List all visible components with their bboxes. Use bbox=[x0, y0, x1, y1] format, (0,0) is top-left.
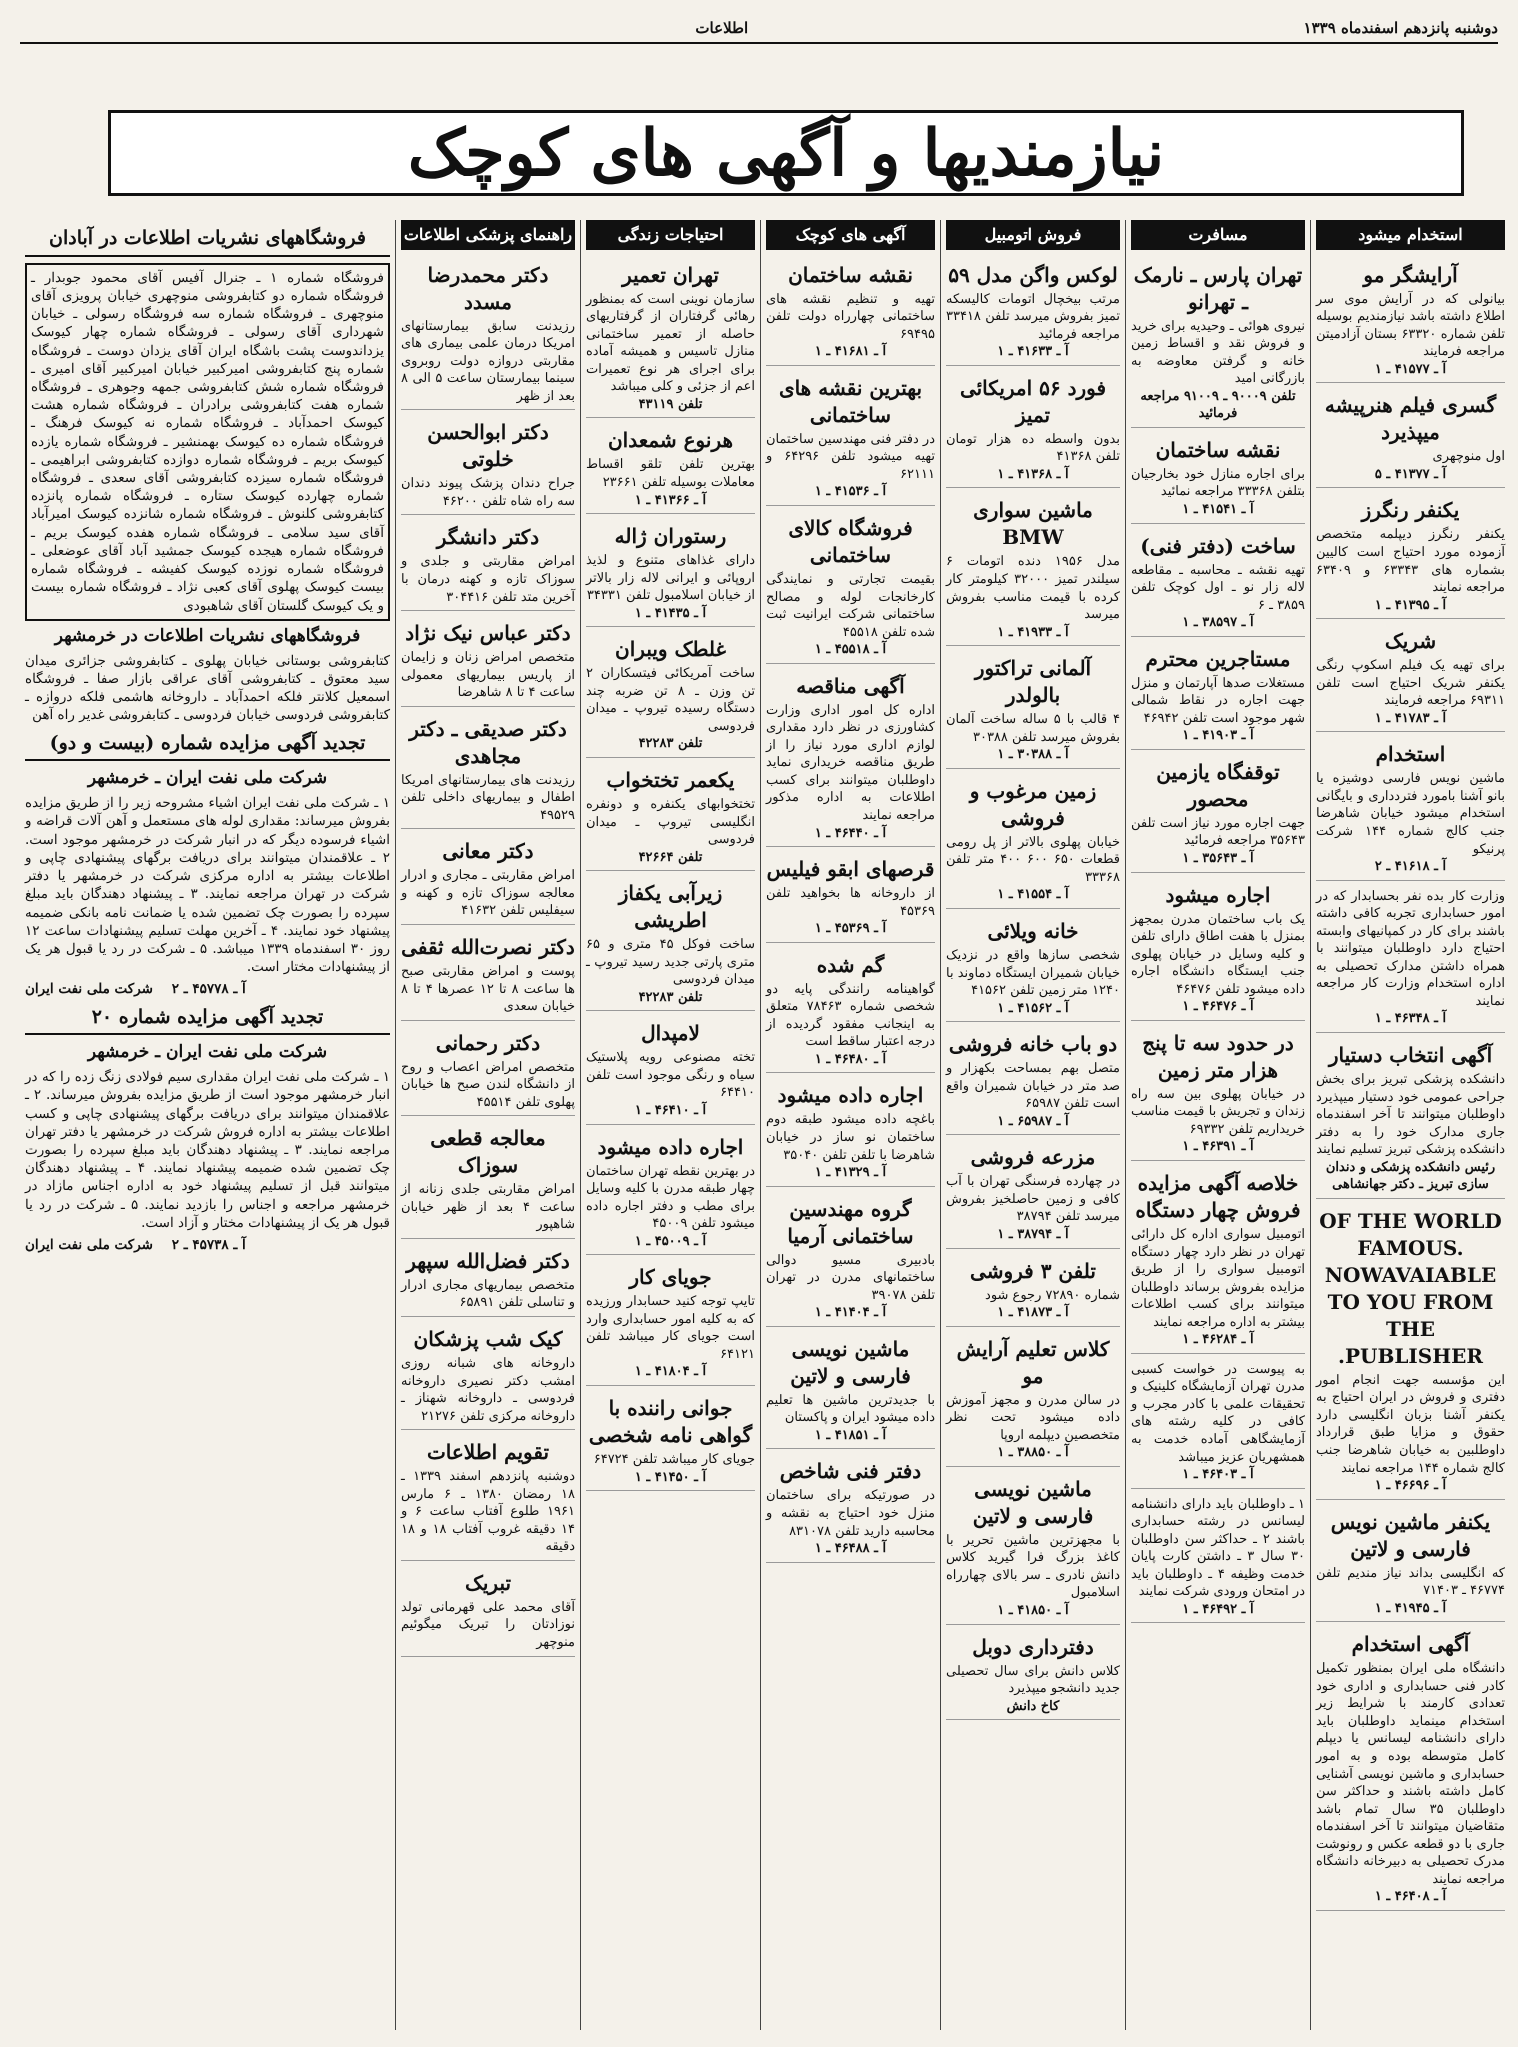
classified-ad bbox=[586, 1389, 755, 1491]
ad-reference: آ ـ ۴۱۵۳۶ ـ ۱ bbox=[814, 484, 887, 500]
ads-list bbox=[401, 256, 575, 1657]
ad-title: دکتر فضل‌الله سپهر bbox=[406, 1248, 570, 1273]
column-heading: راهنمای پزشکی اطلاعات bbox=[401, 220, 575, 250]
classified-ad bbox=[1131, 256, 1305, 428]
ad-title: ماشین سواری BMW bbox=[973, 498, 1093, 550]
ad-reference: رئیس دانشکده پزشکی و دندان سازی تبریز ـ دکتر جهانشاهی bbox=[1325, 1159, 1496, 1193]
ad-body: ماشین نویس فارسی دوشیزه یا بانو آشنا بامورد فتردداری و بایگانی استخدام میشود خیابان شاهرضا جنب کالج شماره ۱۴۴ شرکت پرنیکو bbox=[1316, 771, 1505, 857]
ad-reference: آ ـ ۴۱۳۶۸ ـ ۱ bbox=[997, 466, 1069, 482]
column-travel bbox=[1125, 220, 1310, 2030]
classified-ad bbox=[1316, 1036, 1505, 1199]
abadan-stores-title: فروشگاههای نشریات اطلاعات در آبادان bbox=[25, 226, 390, 257]
ad-body: مدل ۱۹۵۶ دنده اتومات ۶ سیلندر تمیز ۳۲۰۰۰ کیلومتر کار کرده با قیمت مناسب بفروش میرسد bbox=[946, 554, 1120, 623]
classified-ad bbox=[946, 256, 1120, 366]
ad-body: دوشنبه پانزدهم اسفند ۱۳۳۹ ـ ۱۸ رمضان ۱۳۸۰ ـ ۶ مارس ۱۹۶۱ طلوع آفتاب ساعت ۶ و ۱۴ دقیقه غروب آفتاب ۱۸ و ۱۸ دقیقه bbox=[401, 1469, 576, 1555]
classified-ad bbox=[1131, 1492, 1305, 1624]
classified-ad bbox=[766, 509, 935, 664]
classified-ad bbox=[1316, 1625, 1505, 1911]
ad-reference: آ ـ ۴۱۴۰۴ ـ ۱ bbox=[814, 1305, 887, 1321]
ad-title: فورد ۵۶ امریکائی تمیز bbox=[959, 375, 1107, 427]
classified-ad bbox=[946, 1025, 1120, 1135]
ad-body: دانشگاه ملی ایران بمنظور تکمیل کادر فنی حسابداری و اداری خود تعدادی کارمند با شرایط زیر استخدام مینماید داوطلبان باید دارای دانشنامه لیسانس یا دیپلم کامل متوسطه بوده و به امور حسابداری و ماشین نویسی آشنایی کامل داشته باشند و حداکثر سن داوطلبان ۳۵ سال تمام باشد متقاضیان میتوانند تا آخر اسفندماه جاری با دو قطعه عکس و رونوشت مدرک تحصیلی به دبیرخانه دانشگاه مراجعه نمایند bbox=[1316, 1661, 1505, 1887]
ad-reference: تلفن ۴۳۱۱۹ bbox=[638, 396, 703, 412]
ad-title: زیرآبی یکفاز اطریشی bbox=[618, 881, 723, 933]
classified-ad bbox=[946, 369, 1120, 489]
ad-reference: آ ـ ۴۶۳۴۸ ـ ۱ bbox=[1374, 1011, 1447, 1027]
ad-title: آگهی استخدام bbox=[1351, 1632, 1470, 1657]
page-header bbox=[20, 14, 1498, 44]
classified-ad bbox=[946, 649, 1120, 769]
ad-body: تخته مصنوعی رویه پلاستیک سیاه و رنگی موجود است تلفن ۶۴۴۱۰ bbox=[586, 1050, 755, 1101]
classified-ad bbox=[1316, 1503, 1505, 1623]
classified-ad bbox=[1131, 640, 1305, 750]
ad-title: تبریک bbox=[464, 1570, 512, 1595]
auction-22-body: ۱ ـ شرکت ملی نفت ایران اشیاء مشروحه زیر را از طریق مزایده بفروش میرساند: مقداری لوله های مستعمل و آهن آلات قراضه و اشیاء فرسوده دیگر که در انبار شرکت در خرمشهر موجود است. ۲ ـ علاقمندان میتوانند برای دریافت برگهای پیشنهادی چاپی و اطلاعات بیشتر به اداره مرکزی شرکت در خرمشهر یا دفتر شرکت در تهران مراجعه نمایند. ۳ ـ پیشنهاد دهندگان باید مبلغ سپرده را بصورت چک تضمین شده یا ضمانت نامه بانکی ضمیمه پیشنهاد خود نمایند. ۴ ـ آخرین مهلت تسلیم پیشنهادات ساعت ۱۲ روز ۳۰ اسفندماه ۱۳۳۹ میباشد. ۵ ـ شرکت در رد یا قبول هر یک از پیشنهادات مختار است. bbox=[25, 795, 390, 976]
ad-title: گم شده bbox=[816, 952, 885, 977]
ad-body: امراض مقاربتی ـ مجاری و ادرار معالجه سوزاک تازه و کهنه و سیفلیس تلفن ۴۱۶۳۲ bbox=[401, 868, 575, 919]
column-life-needs bbox=[580, 220, 760, 2030]
ad-title: زمین مرغوب و فروشی bbox=[969, 778, 1097, 830]
ad-title: کیک شب پزشکان bbox=[413, 1327, 563, 1351]
classified-ad bbox=[1316, 491, 1505, 619]
ad-body: مرتب بیخچال اتومات کالیسکه تمیز بفروش میرسد تلفن ۳۳۴۱۸ مراجعه فرمائید bbox=[946, 291, 1120, 342]
ad-reference: تلفن ۴۲۲۸۳ bbox=[638, 989, 703, 1005]
ad-reference: کاخ دانش bbox=[1006, 1698, 1060, 1714]
ad-title: خلاصه آگهی مزایده فروش چهار دستگاه bbox=[1135, 1171, 1301, 1222]
ad-title: تلفن ۳ فروشی bbox=[970, 1258, 1096, 1283]
classified-ad bbox=[401, 1024, 575, 1117]
ad-body: اتومبیل سواری اداره کل دارائی تهران در نظر دارد چهار دستگاه اتومبیل سواری را از طریق مزایده بفروش برساند داوطلبان میتوانند برای کسب اطلاعات بیشتر به اداره مراجعه نمایند bbox=[1131, 1227, 1305, 1330]
ad-title: ماشین نویسی فارسی و لاتین bbox=[790, 1336, 911, 1388]
column-heading: فروش اتومبیل bbox=[946, 220, 1120, 250]
ad-body: متخصص امراض زنان و زایمان از پاریس بیماریهای معمولی ساعت ۴ تا ۸ شاهرضا bbox=[401, 650, 575, 701]
column-heading: احتیاجات زندگی bbox=[586, 220, 755, 250]
ad-body: دارای غذاهای متنوع و لذیذ اروپائی و ایرانی لاله زار بالاتر از خیابان اسلامبول تلفن ۳۴۳۳۱ bbox=[586, 553, 755, 604]
ads-list bbox=[1316, 256, 1505, 1911]
ad-body: امراض مقاربتی جلدی زنانه از ساعت ۴ بعد از ظهر خیابان شاهپور bbox=[401, 1182, 575, 1233]
ad-reference: آ ـ ۴۶۴۰۳ ـ ۱ bbox=[1182, 1467, 1254, 1483]
classified-ad bbox=[401, 710, 575, 830]
ad-title: مزرعه فروشی bbox=[970, 1145, 1096, 1170]
ad-reference: آ ـ ۴۱۳۲۹ ـ ۱ bbox=[814, 1165, 887, 1181]
ad-title: بهترین نقشه های ساختمانی bbox=[778, 375, 923, 427]
ad-body: بقیمت تجارتی و نمایندگی کارخانجات لوله و مصالح ساختمانی شرکت ایرانیت ثبت شده تلفن ۴۵۵۱۸ bbox=[766, 571, 935, 640]
ads-list bbox=[766, 256, 935, 1563]
classified-ad bbox=[586, 1258, 755, 1386]
ad-reference: آ ـ ۴۱۶۱۸ ـ ۲ bbox=[1374, 859, 1447, 875]
ad-title: نقشه ساختمان bbox=[1155, 437, 1281, 462]
ad-title: یکنفر رنگرز bbox=[1361, 498, 1460, 523]
classified-ad bbox=[586, 517, 755, 627]
classified-ad bbox=[401, 1564, 575, 1657]
ad-reference: آ ـ ۴۱۵۴۱ ـ ۱ bbox=[1182, 501, 1254, 517]
ad-title: خانه ویلائی bbox=[987, 918, 1079, 943]
ad-body: شماره ۷۲۸۹۰ رجوع شود bbox=[985, 1287, 1120, 1303]
classifieds-banner bbox=[108, 110, 1464, 196]
ad-reference: آ ـ ۴۱۸۵۱ ـ ۱ bbox=[814, 1427, 887, 1443]
ad-reference: آ ـ ۴۱۸۷۳ ـ ۱ bbox=[997, 1305, 1069, 1321]
ad-reference: آ ـ ۴۱۳۶۶ ـ ۱ bbox=[634, 492, 707, 508]
auction-22-title: تجدید آگهی مزایده شماره (بیست و دو) bbox=[25, 731, 390, 762]
abadan-stores-list: فروشگاه شماره ۱ ـ جنرال آفیس آقای محمود جوبدار ـ فروشگاه شماره دو کتابفروشی منوچهری خیابان پرویزی آقای منوچهری ـ فروشگاه شماره سه فروشگاه رسولی ـ خیابان شهرداری آقای رسولی ـ فروشگاه شماره چهار کیوسک یزداندوست پشت باشگاه ایران آقای یزدان دوست ـ فروشگاه شماره پنج کتابفروشی امیرکبیر خیابان امیرکبیر آقای امیری ـ فروشگاه شماره شش کتابفروشی جمهه وجوهری ـ فروشگاه شماره هفت کتابفروشی برادران ـ فروشگاه شماره هشت کیوسک احمدآباد ـ فروشگاه شماره نه کیوسک فرهنگ ـ فروشگاه شماره ده کیوسک بهمنشیر ـ فروشگاه شماره یازده کیوسک بریم ـ فروشگاه شماره دوازده کتابفروشی ابراهیمی ـ فروشگاه شماره سیزده کتابفروشی آقای سعدی ـ فروشگاه شماره چهارده کیوسک ستاره ـ فروشگاه شماره پانزده کتابفروشی کلنوش ـ فروشگاه شماره شانزده کیوسک امیرآباد آقای سید سلامی ـ فروشگاه شماره هفده کیوسک بریم ـ فروشگاه شماره هیجده کیوسک جمشید آباد آقای عوضعلی ـ فروشگاه شماره نوزده کیوسک کفیشه ـ فروشگاه شماره بیست کیوسک پهلوی آقای کعبی نژاد ـ فروشگاه شماره بیست و یک کیوسک گلستان آقای شاهبودی bbox=[25, 263, 390, 621]
ad-title: جویای کار bbox=[629, 1265, 712, 1290]
ad-title: آلمانی تراکتور بالولدر bbox=[974, 656, 1092, 708]
classified-ad bbox=[1131, 1164, 1305, 1354]
ad-body: بدون واسطه ده هزار تومان تلفن ۴۱۳۶۸ bbox=[946, 431, 1120, 465]
ad-reference: آ ـ ۴۶۴۰۸ ـ ۱ bbox=[1374, 1889, 1447, 1905]
classified-ad bbox=[401, 832, 575, 925]
ad-body: متخصص امراض اعصاب و روح از دانشگاه لندن صبح ها خیابان پهلوی تلفن ۴۵۵۱۴ bbox=[401, 1059, 575, 1110]
ad-title: دکتر عباس نیک نژاد bbox=[405, 621, 571, 646]
column-notices bbox=[20, 220, 395, 2030]
classified-ad bbox=[946, 1628, 1120, 1721]
classified-ad bbox=[1131, 527, 1305, 637]
ad-title: دفترداری دوبل bbox=[972, 1634, 1094, 1659]
ad-body: یکنفر رنگرز دیپلمه متخصص آزموده مورد احتیاج است کالیین بشماره های ۶۳۳۴۳ و ۶۳۴۰۹ مراجعه نمایند bbox=[1316, 527, 1505, 596]
classified-ad bbox=[1131, 876, 1305, 1021]
ad-reference: آ ـ ۴۱۳۷۷ ـ ۵ bbox=[1374, 466, 1447, 482]
ad-reference: آ ـ ۴۶۳۹۱ ـ ۱ bbox=[1182, 1139, 1254, 1155]
ad-body: خیابان پهلوی بالاتر از پل رومی قطعات ۶۵۰ ۶۰۰ ۴۰۰ متر تلفن ۳۳۳۶۸ bbox=[946, 834, 1121, 885]
ad-body: باغچه داده میشود طبقه دوم ساختمان نو ساز در خیابان شاهرضا با تلفن تلفن ۳۵۰۴۰ bbox=[766, 1112, 935, 1163]
ads-list bbox=[586, 256, 755, 1492]
ad-body: به پیوست در خواست کسبی مدرن تهران آزمایشگاه کلینیک و تحقیقات علمی با کادر مجرب و کافی در کلیه رشته های آزمایشگاهی آماده خدمت به همشهریان عزیز میباشد bbox=[1131, 1361, 1305, 1465]
ad-body: پوست و امراض مقاربتی صبح ها ساعت ۸ تا ۱۲ عصرها ۴ تا ۸ خیابان سعدی bbox=[401, 963, 575, 1015]
ad-title: لامپدال bbox=[641, 1021, 700, 1046]
classified-ad bbox=[766, 1076, 935, 1186]
classified-ad bbox=[586, 1128, 755, 1256]
ad-body: رزیدنت سابق بیمارستانهای امریکا درمان علمی بیماری های مقاربتی دروازه دولت روبروی سینما بیمارستان ساعت ۵ الی ۸ بعد از ظهر bbox=[401, 318, 575, 404]
ad-title: دکتر نصرت‌الله ثقفی bbox=[401, 934, 575, 959]
ad-reference: آ ـ ۳۸۷۹۴ ـ ۱ bbox=[997, 1227, 1069, 1242]
classified-ad bbox=[401, 1119, 575, 1239]
classified-ad bbox=[401, 1320, 575, 1430]
classified-ad bbox=[946, 491, 1120, 646]
classified-ad bbox=[401, 256, 575, 411]
ad-title: استخدام bbox=[1375, 742, 1446, 767]
classified-ad bbox=[1316, 735, 1505, 880]
ad-body: برای اجاره منازل خود بخارجیان بتلفن ۳۳۳۶۸ مراجعه نمائید bbox=[1131, 466, 1305, 500]
ad-reference: آ ـ ۴۱۹۰۳ ـ ۱ bbox=[1182, 728, 1254, 744]
classified-ad bbox=[401, 1242, 575, 1317]
classified-ad bbox=[1316, 622, 1505, 732]
ad-body: ساخت فوکل ۴۵ متری و ۶۵ متری پارتی جدید رسید تیروپ ـ میدان فردوسی bbox=[586, 937, 755, 988]
ad-reference: آ ـ ۳۸۸۵۰ ـ ۱ bbox=[997, 1445, 1069, 1461]
ad-body: ۴ قالب با ۵ ساله ساخت آلمان بفروش میرسد تلفن ۳۰۳۸۸ bbox=[946, 712, 1120, 745]
ad-reference: آ ـ ۴۶۴۷۶ ـ ۱ bbox=[1182, 999, 1254, 1015]
classified-ad bbox=[1131, 1357, 1305, 1489]
classified-ad bbox=[946, 1252, 1120, 1327]
ad-body: در خیابان پهلوی بین سه راه زندان و تجریش با قیمت مناسب خریداریم تلفن ۶۹۳۳۲ bbox=[1131, 1086, 1305, 1137]
ad-body: در صورتیکه برای ساختمان منزل خود احتیاج به نقشه و محاسبه دارید تلفن ۸۳۱۰۷۸ bbox=[766, 1488, 935, 1539]
ad-body: نیروی هوائی ـ وحیدیه برای خرید و فروش نقد و اقساط زمین خانه و گرفتن معاوضه به بازرگانی امید bbox=[1131, 318, 1305, 387]
ads-list bbox=[946, 256, 1120, 1721]
column-heading: استخدام میشود bbox=[1316, 220, 1505, 250]
classified-ad bbox=[946, 1330, 1120, 1467]
classified-ad bbox=[586, 761, 755, 871]
ad-reference: آ ـ ۴۱۶۸۱ ـ ۱ bbox=[814, 344, 887, 360]
ad-title: تقویم اطلاعات bbox=[426, 1440, 550, 1465]
ad-title: مستاجرین محترم bbox=[1145, 646, 1291, 671]
ad-reference: آ ـ ۴۶۴۸۰ ـ ۱ bbox=[814, 1051, 887, 1067]
auction-20-signature bbox=[25, 1236, 390, 1254]
ad-body: برای تهیه یک فیلم اسکوپ رنگی یکنفر شریک احتیاج است تلفن ۶۹۳۱۱ مراجعه فرمایند bbox=[1316, 658, 1505, 709]
classified-ad bbox=[586, 874, 755, 1011]
ad-title: ماشین نویسی فارسی و لاتین bbox=[972, 1476, 1094, 1528]
column-small-ads bbox=[760, 220, 940, 2030]
ad-body: شخصی سازها واقع در نزدیک خیابان شمیران ایستگاه دماوند با ۱۲۴۰ متر زمین تلفن ۴۱۵۶۲ bbox=[946, 947, 1120, 999]
ad-title: دفتر فنی شاخص bbox=[779, 1459, 922, 1484]
ad-body: با جدیدترین ماشین ها تعلیم داده میشود ایران و پاکستان bbox=[766, 1392, 935, 1426]
ad-reference: آ ـ ۴۶۴۹۲ ـ ۱ bbox=[1182, 1601, 1254, 1617]
ad-body: با مجهزترین ماشین تحریر با کاغذ بزرگ فرا گیرید کلاس دانش نادری ـ سر بالای چهارراه اسلامبول bbox=[946, 1532, 1120, 1601]
column-medical-guide bbox=[395, 220, 580, 2030]
column-heading: مسافرت bbox=[1131, 220, 1305, 250]
ad-title: OF THE WORLD FAMOUS. NOWAVAIABLE TO YOU FROM THE PUBLISHER. bbox=[1319, 1208, 1502, 1368]
ad-body: در بهترین نقطه تهران ساختمان چهار طبقه مدرن با کلیه وسایل برای مطب و دفتر اجاره داده میشود تلفن ۴۵۰۰۹ bbox=[586, 1163, 755, 1232]
classified-ad bbox=[586, 256, 755, 419]
ad-title: آگهی مناقصه bbox=[796, 673, 905, 698]
ad-reference: آ ـ ۳۰۳۸۸ ـ ۱ bbox=[997, 747, 1069, 763]
ad-body: جراح دندان پزشک پیوند دندان سه راه شاه تلفن ۴۶۲۰۰ bbox=[401, 476, 575, 509]
classified-ad bbox=[586, 630, 755, 758]
ad-title: آرایشگر مو bbox=[1363, 262, 1458, 287]
ad-reference: تلفن ۴۲۶۶۴ bbox=[638, 849, 703, 865]
auction-22-signature bbox=[25, 980, 390, 998]
ad-reference: آ ـ ۴۱۹۴۵ ـ ۱ bbox=[1374, 1600, 1447, 1616]
classified-ad bbox=[1316, 386, 1505, 488]
ad-reference: آ ـ ۴۵۰۰۹ ـ ۱ bbox=[634, 1233, 707, 1249]
ad-title: یکعمر تختخواب bbox=[606, 767, 735, 792]
ad-title: ساخت (دفتر فنی) bbox=[1140, 533, 1296, 558]
ad-reference: آ ـ ۶۵۹۸۷ ـ ۱ bbox=[997, 1113, 1069, 1129]
ad-reference: آ ـ ۴۶۴۱۰ ـ ۱ bbox=[634, 1103, 707, 1118]
ad-title: آگهی انتخاب دستیار bbox=[1328, 1043, 1493, 1067]
ad-title: اجاره داده میشود bbox=[597, 1134, 744, 1159]
khorramshahr-stores-title: فروشگاههای نشریات اطلاعات در خرمشهر bbox=[54, 625, 361, 646]
ad-title: تهران پارس ـ نارمک ـ تهرانو bbox=[1133, 262, 1303, 314]
ad-reference: آ ـ ۴۱۷۸۳ ـ ۱ bbox=[1374, 710, 1447, 726]
ad-body: متصل بهم بمساحت بکهزار و صد متر در خیابان شمیران واقع است تلفن ۶۵۹۸۷ bbox=[946, 1061, 1120, 1112]
ad-reference: آ ـ ۳۸۵۹۷ ـ ۱ bbox=[1182, 615, 1254, 631]
ad-body: وزارت کار بده نفر بحسابدار که در امور حسابداری تجربه کافی داشته باشند برای کار در کمپانیهای وابسته احتیاج دارد داوطلبان میتوانند با همراه داشتن مدارک تحصیلی به اداره استخدام وزارت کار مراجعه نمایند bbox=[1316, 888, 1505, 1009]
ad-title: شریک bbox=[1384, 629, 1437, 654]
column-employment bbox=[1310, 220, 1510, 2030]
ad-reference: آ ـ ۴۶۲۸۴ ـ ۱ bbox=[1182, 1332, 1254, 1348]
ad-reference: آ ـ ۴۶۶۹۶ ـ ۱ bbox=[1374, 1478, 1447, 1494]
ad-title: دکتر محمدرضا مسدد bbox=[427, 262, 549, 314]
ad-title: دکتر صدیقی ـ دکتر مجاهدی bbox=[409, 716, 567, 768]
column-auto bbox=[940, 220, 1125, 2030]
ad-body: داروخانه های شبانه روزی امشب دکتر نصیری داروخانه فردوسی ـ داروخانه شهناز ـ داروخانه مرکزی تلفن ۲۱۲۷۶ bbox=[401, 1356, 575, 1424]
issue-date: دوشنبه پانزدهم اسفندماه ۱۳۳۹ bbox=[1303, 19, 1498, 37]
ad-body: تهیه نقشه ـ محاسبه ـ مقاطعه لاله زار نو ـ اول کوچک تلفن ۳۸۵۹ ـ ۶ bbox=[1131, 562, 1305, 613]
ad-reference: تلفن ۴۲۲۸۳ bbox=[638, 736, 703, 752]
auction-20-org: شرکت ملی نفت ایران ـ خرمشهر bbox=[87, 1042, 328, 1063]
ad-title: غلطک ویبران bbox=[615, 637, 726, 662]
classified-ad bbox=[401, 1433, 575, 1561]
classified-ad bbox=[766, 1190, 935, 1327]
ad-title: گروه مهندسین ساختمانی آرمیا bbox=[787, 1196, 914, 1248]
classified-ad bbox=[766, 256, 935, 366]
ad-body: در سالن مدرن و مجهز آموزش داده میشود تحت نظر متخصصین دیپلمه اروپا bbox=[946, 1392, 1120, 1443]
ad-reference: آ ـ ۴۱۸۵۰ ـ ۱ bbox=[997, 1603, 1069, 1619]
ad-title: در حدود سه تا پنج هزار متر زمین bbox=[1142, 1030, 1294, 1082]
classified-ad bbox=[766, 850, 935, 943]
ad-title: یکنفر ماشین نویس فارسی و لاتین bbox=[1330, 1509, 1491, 1561]
ad-reference: آ ـ ۴۱۴۳۵ ـ ۱ bbox=[634, 605, 707, 621]
ads-list bbox=[1131, 256, 1305, 1624]
auction-20-body: ۱ ـ شرکت ملی نفت ایران مقداری سیم فولادی زنگ زده را که در انبار خرمشهر موجود است از طریق مزایده بفروش میرساند. ۲ ـ علاقمندان میتوانند برای دریافت برگهای پیشنهادی چاپی و کسب اطلاعات بیشتر به اداره فروش شرکت در خرمشهر یا دفتر تهران مراجعه نمایند. ۳ ـ پیشنهاد دهندگان باید مبلغ سپرده را بصورت چک تضمین شده ضمیمه پیشنهاد نمایند. ۴ ـ پیشنهاد دهندگان میتوانند قبل از تسلیم پیشنهاد خود به اداره اجناس مازاد در خرمشهر مراجعه و اجناس را بازدید نمایند. ۵ ـ شرکت در رد یا قبول هر یک از پیشنهادات مختار و آزاد است. bbox=[25, 1069, 391, 1231]
ad-body: آقای محمد علی قهرمانی تولد نوزادتان را تبریک میگوئیم منوچهر bbox=[401, 1599, 575, 1651]
ad-body: مستغلات صدها آپارتمان و منزل جهت اجاره در نقاط شمالی شهر موجود است تلفن ۴۶۹۴۲ bbox=[1131, 675, 1305, 726]
classified-ad bbox=[1316, 884, 1505, 1033]
auction-22-org: شرکت ملی نفت ایران ـ خرمشهر bbox=[87, 768, 328, 789]
ad-title: فروشگاه کالای ساختمانی bbox=[788, 515, 913, 567]
banner-title: نیازمندیها و آگهی های کوچک bbox=[407, 115, 1165, 191]
ad-reference: آ ـ ۴۵۵۱۸ ـ ۱ bbox=[814, 642, 887, 658]
auction-20-ref: آ ـ ۴۵۷۳۸ ـ ۲ bbox=[171, 1237, 246, 1254]
ad-title: اجاره میشود bbox=[1165, 882, 1271, 907]
classified-ad bbox=[766, 369, 935, 506]
ad-body: دانشکده پزشکی تبریز برای بخش جراحی عمومی خود دستیار میپذیرد داوطلبان میتوانند تا آخر اسفندماه جاری مدارک خود را به دفتر دانشکده پزشکی تبریز تسلیم نمایند bbox=[1316, 1072, 1505, 1158]
ad-body: رزیدنت های بیمارستانهای امریکا اطفال و بیماریهای داخلی تلفن ۴۹۵۲۹ bbox=[401, 772, 575, 823]
ad-body: جویای کار میباشد تلفن ۶۴۷۲۴ bbox=[593, 1452, 755, 1468]
classified-ad bbox=[401, 413, 575, 515]
classified-ad bbox=[766, 1452, 935, 1562]
ad-title: نقشه ساختمان bbox=[788, 262, 913, 287]
ad-reference: آ ـ ۴۱۴۵۰ ـ ۱ bbox=[634, 1469, 707, 1485]
ad-title: اجاره داده میشود bbox=[777, 1083, 924, 1108]
ad-reference: آ ـ ۴۱۳۹۵ ـ ۱ bbox=[1374, 597, 1447, 613]
ad-body: در چهارده فرسنگی تهران با آب کافی و زمین حاصلخیز بفروش میرسد تلفن ۳۸۷۹۴ bbox=[946, 1174, 1120, 1225]
ad-title: دکتر رحمانی bbox=[435, 1030, 541, 1055]
ad-body: از داروخانه ها بخواهید تلفن ۴۵۳۶۹ bbox=[766, 886, 935, 919]
ad-body: امراض مقاربتی و جلدی و سوزاک تازه و کهنه درمان با آخرین متد تلفن ۳۰۴۴۱۶ bbox=[401, 554, 575, 605]
ad-title: گسری فیلم هنرپیشه میپذیرد bbox=[1324, 393, 1497, 445]
ad-title: دو باب خانه فروشی bbox=[948, 1032, 1118, 1057]
ad-body: در دفتر فنی مهندسین ساختمان تهیه میشود تلفن ۶۴۲۹۶ و ۶۲۱۱۱ bbox=[766, 431, 935, 482]
auction-22-sign: شرکت ملی نفت ایران bbox=[25, 981, 153, 998]
classified-ad bbox=[401, 518, 575, 611]
ad-body: که انگلیسی بداند نیاز مندیم تلفن ۴۶۷۷۴ ـ ۷۱۴۰۳ bbox=[1316, 1565, 1505, 1599]
ad-reference: آ ـ ۴۱۸۰۴ ـ ۱ bbox=[634, 1364, 707, 1380]
classified-ad bbox=[946, 1138, 1120, 1248]
ad-body: کلاس دانش برای سال تحصیلی جدید دانشجو میپذیرد bbox=[946, 1663, 1120, 1697]
ad-title: توقفگاه یازمین محصور bbox=[1156, 759, 1280, 811]
ad-body: بیانولی که در آرایش موی سر اطلاع داشته باشد نیازمندیم بوسیله تلفن شماره ۶۳۳۲۰ بستان آزادمیتن مراجعه فرمایند bbox=[1316, 291, 1505, 360]
ad-title: دکتر دانشگر bbox=[436, 525, 540, 550]
ad-title: دکتر معانی bbox=[442, 839, 534, 864]
classified-ad bbox=[586, 1014, 755, 1124]
ad-reference: آ ـ ۴۶۴۴۰ ـ ۱ bbox=[814, 825, 887, 841]
ad-reference: آ ـ ۴۵۳۶۹ ـ ۱ bbox=[814, 921, 887, 937]
ad-body: اول منوچهری bbox=[1432, 449, 1505, 465]
column-heading: آگهی های کوچک bbox=[766, 220, 935, 250]
auction-20-title: تجدید آگهی مزایده شماره ۲۰ bbox=[25, 1005, 390, 1036]
ad-body: یک باب ساختمان مدرن بمجهز بمنزل با هفت اطاق دارای تلفن و کلیه وسایل در خیابان پهلوی جنب ایستگاه دانشگاه اجاره داده میشود تلفن ۴۶۴۷۶ bbox=[1131, 911, 1305, 997]
ad-body: متخصص بیماریهای مجاری ادرار و تناسلی تلفن ۶۵۸۹۱ bbox=[401, 1277, 575, 1311]
ad-body: بادبیری مسیو دوالی ساختمانهای مدرن در تهران تلفن ۳۹۰۷۸ bbox=[766, 1252, 935, 1303]
ad-title: جوانی راننده با گواهی نامه شخصی bbox=[588, 1396, 753, 1448]
classified-ad bbox=[946, 912, 1120, 1022]
classified-ad bbox=[946, 1470, 1120, 1625]
classified-ad bbox=[1316, 256, 1505, 384]
ad-title: هرنوع شمعدان bbox=[607, 428, 734, 453]
classified-ad bbox=[1131, 431, 1305, 524]
ad-title: دکتر ابوالحسن خلوتی bbox=[427, 420, 549, 472]
khorramshahr-stores-list: کتابفروشی بوستانی خیابان پهلوی ـ کتابفروشی جزائری میدان سید معتوق ـ کتابفروشی آقای عراقی بازار صفا ـ فروشگاه اسمعیل کلانتر فلکه احمدآباد ـ داروخانه هاشمی فلکه دروازه ـ کتابفروشی فردوسی خیابان فردوسی ـ کتابفروشی غدیر راه آهن bbox=[25, 652, 390, 724]
ad-body: این مؤسسه جهت انجام امور دفتری و فروش در ایران احتیاج به یکنفر آشنا بزبان انگلیسی دارد حقوق و مزایا طبق قرارداد داوطلبین به خیابان شاهرضا جنب کالج شماره ۱۴۴ مراجعه نمایند bbox=[1316, 1372, 1505, 1476]
ad-body: ۱ ـ داوطلبان باید دارای دانشنامه لیسانس در رشته حسابداری باشند ۲ ـ حداکثر سن داوطلبان ۳۰ سال ۳ ـ داشتن کارت پایان خدمت وظیفه ۴ ـ داوطلبان باید در امتحان ورودی شرکت نمایند bbox=[1131, 1496, 1305, 1600]
auction-22-ref: آ ـ ۴۵۷۷۸ ـ ۲ bbox=[171, 981, 246, 998]
classified-ad bbox=[766, 946, 935, 1074]
ad-reference: آ ـ ۴۶۴۸۸ ـ ۱ bbox=[814, 1541, 887, 1557]
ad-title: کلاس تعلیم آرایش مو bbox=[956, 1336, 1110, 1388]
ad-title: لوکس واگن مدل ۵۹ bbox=[948, 262, 1118, 287]
ad-reference: آ ـ ۳۵۶۴۳ ـ ۱ bbox=[1182, 850, 1254, 866]
ad-reference: آ ـ ۴۱۵۷۷ ـ ۱ bbox=[1374, 361, 1447, 377]
classified-ad bbox=[766, 667, 935, 847]
paper-name: اطلاعات bbox=[695, 19, 749, 37]
ad-body: سازمان نوینی است که بمنظور رهائی گرفتاران از گرفتاریهای حاصله از تعمیر ساختمانی منازل تاسیس و همیشه آماده برای اجرای هر نوع تعمیرات اعم از جزئی و کلی میباشد bbox=[586, 291, 755, 395]
classified-ad bbox=[1316, 1202, 1505, 1500]
ad-reference: آ ـ ۴۱۶۳۳ ـ ۱ bbox=[997, 344, 1069, 360]
classified-ad bbox=[766, 1330, 935, 1450]
ad-title: معالجه قطعی سوزاک bbox=[430, 1126, 546, 1178]
ad-title: رستوران ژاله bbox=[614, 524, 727, 549]
ad-body: تهیه و تنظیم نقشه های ساختمانی چهارراه دولت تلفن ۶۹۴۹۵ bbox=[766, 291, 935, 342]
ad-reference: آ ـ ۴۱۹۳۳ ـ ۱ bbox=[997, 624, 1069, 640]
ad-body: تایپ توجه کنید حسابدار ورزیده که به کلیه امور حسابداری وارد است جویای کار میباشد تلفن ۶۴۱۲۱ bbox=[586, 1294, 755, 1362]
ad-body: اداره کل امور اداری وزارت کشاورزی در نظر دارد مقداری لوازم اداری مورد نیاز را از طریق مناقصه خریداری نماید داوطلبان میتوانند برای کسب اطلاعات به اداره مذکور مراجعه نمایند bbox=[766, 702, 935, 823]
classified-ad bbox=[946, 772, 1120, 909]
classified-ad bbox=[1131, 1024, 1305, 1161]
classified-ad bbox=[401, 928, 575, 1021]
ad-reference: آ ـ ۴۱۵۵۴ ـ ۱ bbox=[997, 887, 1069, 903]
classified-ad bbox=[1131, 753, 1305, 873]
auction-20-sign: شرکت ملی نفت ایران bbox=[25, 1237, 153, 1254]
ad-body: تختخوابهای یکنفره و دونفره انگلیسی تیروپ ـ میدان فردوسی bbox=[586, 796, 755, 848]
ad-body: ساخت آمریکائی فیتسکاران ۲ تن وزن ـ ۸ تن ضربه چند دستگاه رسیده تیروپ ـ میدان فردوسی bbox=[586, 666, 755, 734]
ad-body: جهت اجاره مورد نیاز است تلفن ۳۵۶۴۳ مراجعه فرمائید bbox=[1131, 815, 1305, 849]
ad-title: قرصهای ابقو فیلیس bbox=[766, 857, 935, 882]
ad-body: بهترین تلفن تلقو اقساط معاملات بوسیله تلفن ۲۳۶۶۱ bbox=[586, 457, 755, 490]
classified-ad bbox=[586, 421, 755, 514]
classified-ad bbox=[401, 614, 575, 707]
ad-body: گواهینامه رانندگی پایه دو شخصی شماره ۷۸۴۶۳ متعلق به اینجانب مفقود گردیده از درجه اعتبار ساقط است bbox=[766, 981, 935, 1050]
ad-reference: تلفن ۹۰۰۰۹ ـ ۹۱۰۰۹ مراجعه فرمائید bbox=[1140, 388, 1296, 422]
ad-reference: آ ـ ۴۱۵۶۲ ـ ۱ bbox=[997, 1000, 1069, 1016]
ad-title: تهران تعمیر bbox=[622, 262, 719, 287]
